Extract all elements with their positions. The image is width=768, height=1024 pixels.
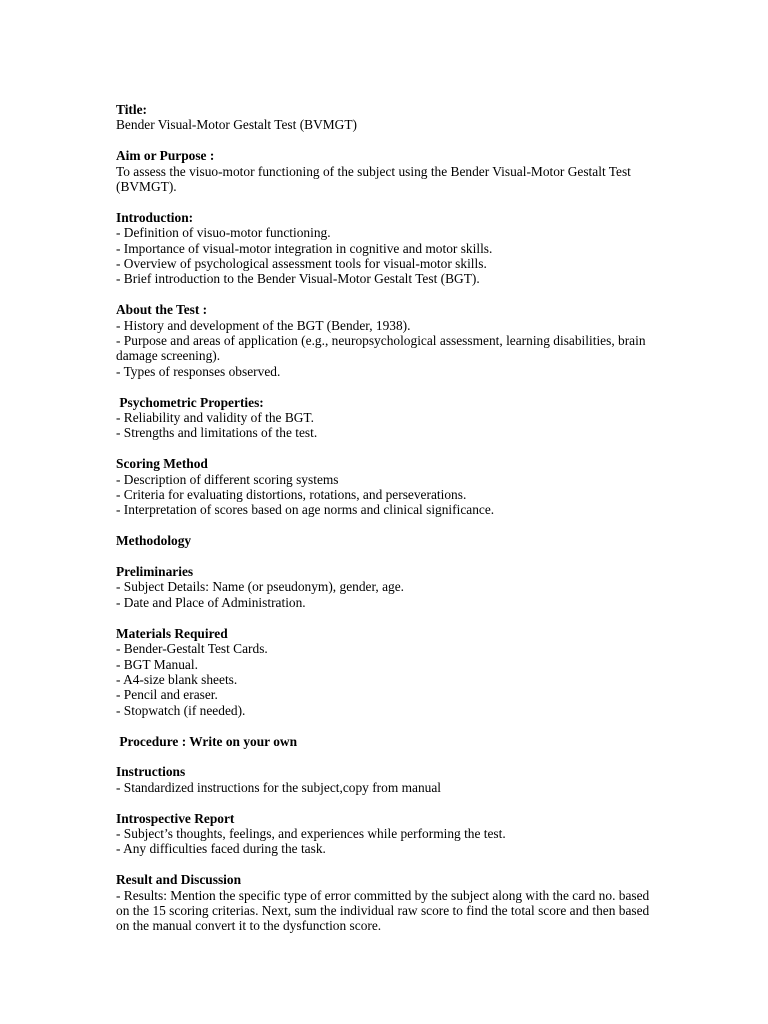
- section-psychometric: [116, 395, 661, 441]
- section-introduction: [116, 210, 661, 287]
- list-item: - History and development of the BGT (Bender, 1938).: [116, 317, 411, 333]
- section-heading: Methodology: [116, 533, 192, 549]
- list-item: - Criteria for evaluating distortions, rotations, and perseverations.: [116, 487, 467, 503]
- list-item: - Types of responses observed.: [116, 363, 281, 379]
- list-item: - Strengths and limitations of the test.: [116, 425, 318, 441]
- section-heading: About the Test :: [116, 302, 208, 318]
- list-item: - Bender-Gestalt Test Cards.: [116, 641, 268, 657]
- section-heading: Aim or Purpose :: [116, 148, 215, 164]
- list-item: - Any difficulties faced during the task.: [116, 841, 326, 857]
- list-item: - Subject’s thoughts, feelings, and experiences while performing the test.: [116, 825, 506, 841]
- list-item: - Overview of psychological assessment tools for visual-motor skills.: [116, 256, 487, 272]
- list-item: - Interpretation of scores based on age norms and clinical significance.: [116, 502, 495, 518]
- section-heading: Title:: [116, 102, 147, 117]
- section-methodology: [116, 533, 661, 548]
- section-heading: Materials Required: [116, 625, 228, 641]
- list-item: - Definition of visuo-motor functioning.: [116, 225, 331, 241]
- list-item: - A4-size blank sheets.: [116, 671, 238, 687]
- list-item: - Stopwatch (if needed).: [116, 702, 246, 718]
- section-heading: Introspective Report: [116, 810, 235, 826]
- aim-text: To assess the visuo-motor functioning of the subject using the Bender Visual-Motor Gestalt Test (BVMGT).: [116, 163, 631, 195]
- list-item: - Subject Details: Name (or pseudonym), gender, age.: [116, 579, 405, 595]
- section-heading: Procedure : Write on your own: [116, 733, 298, 749]
- section-heading: Introduction:: [116, 209, 194, 225]
- section-heading: Instructions: [116, 764, 186, 780]
- section-procedure: [116, 734, 661, 749]
- section-materials: [116, 626, 661, 718]
- list-item: - Brief introduction to the Bender Visual-Motor Gestalt Test (BGT).: [116, 271, 480, 287]
- list-item: - Purpose and areas of application (e.g., neuropsychological assessment, learning disabilities, brain damage screening).: [116, 333, 646, 364]
- document-page: [116, 102, 661, 949]
- list-item: - Standardized instructions for the subject,copy from manual: [116, 779, 442, 795]
- section-heading: Preliminaries: [116, 564, 194, 580]
- section-heading: Result and Discussion: [116, 872, 242, 888]
- section-result-discussion: [116, 872, 661, 934]
- list-item: - Pencil and eraser.: [116, 687, 218, 703]
- section-heading: Psychometric Properties:: [116, 394, 264, 410]
- section-title: [116, 102, 661, 133]
- list-item: - BGT Manual.: [116, 656, 198, 672]
- list-item: - Date and Place of Administration.: [116, 594, 306, 610]
- section-heading: Scoring Method: [116, 456, 208, 472]
- list-item: - Importance of visual-motor integration in cognitive and motor skills.: [116, 240, 493, 256]
- section-introspective-report: [116, 811, 661, 857]
- document-title: Bender Visual-Motor Gestalt Test (BVMGT): [116, 117, 357, 133]
- list-item: - Description of different scoring systems: [116, 471, 339, 487]
- section-instructions: [116, 764, 661, 795]
- section-about-test: [116, 302, 661, 379]
- list-item: - Results: Mention the specific type of error committed by the subject along with the card no. based on the 15 scoring criterias. Next, sum the individual raw score to find the total score and then based on the manual convert it to the dysfunction score.: [116, 887, 650, 934]
- section-preliminaries: [116, 564, 661, 610]
- section-aim: [116, 148, 661, 194]
- list-item: - Reliability and validity of the BGT.: [116, 410, 314, 426]
- section-scoring: [116, 456, 661, 518]
